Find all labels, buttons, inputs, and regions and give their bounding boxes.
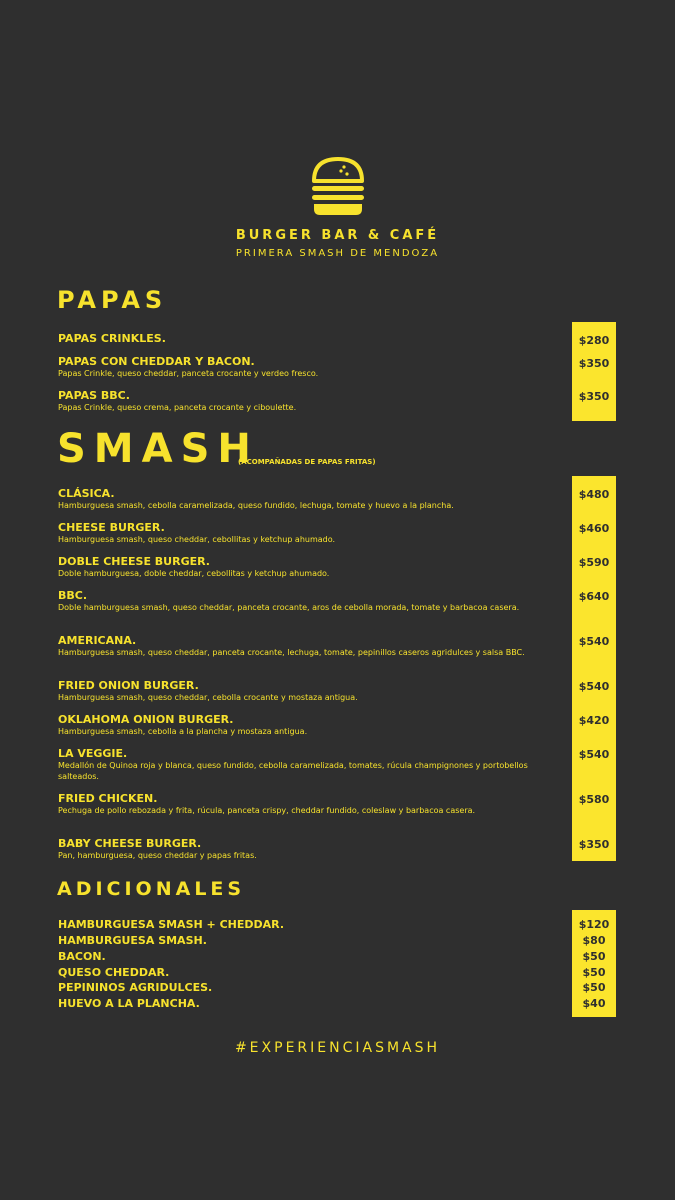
item-description: Medallón de Quinoa roja y blanca, queso fundido, cebolla caramelizada, tomates, rúcula champignones y portobellos salteados.: [58, 761, 528, 781]
item-price: $640: [578, 590, 610, 603]
item-description: Pan, hamburguesa, queso cheddar y papas fritas.: [58, 851, 257, 860]
logo: [0, 155, 675, 221]
item-price: $580: [578, 793, 610, 806]
menu-item: [58, 679, 528, 703]
menu-item: [58, 555, 528, 579]
addon-name: HUEVO A LA PLANCHA.: [58, 997, 200, 1010]
item-price: $350: [578, 357, 610, 370]
brand-name: BURGER BAR & CAFÉ: [235, 228, 440, 243]
footer-hashtag: #EXPERIENCIASMASH: [234, 1040, 441, 1056]
addon-price: $50: [582, 966, 606, 979]
item-price: $590: [578, 556, 610, 569]
addon-name: QUESO CHEDDAR.: [58, 966, 170, 979]
menu-item: [58, 747, 528, 782]
addon-price: $40: [582, 997, 606, 1010]
menu-item: [58, 355, 528, 379]
menu-item: [58, 521, 528, 545]
item-description: Hamburguesa smash, queso cheddar, cebolla crocante y mostaza antigua.: [58, 693, 358, 702]
addon-price: $120: [578, 918, 610, 931]
item-price: $460: [578, 522, 610, 535]
item-description: Papas Crinkle, queso cheddar, panceta crocante y verdeo fresco.: [58, 369, 319, 378]
item-price: $480: [578, 488, 610, 501]
menu-item: [58, 389, 528, 413]
menu-item: [58, 792, 528, 816]
item-description: Hamburguesa smash, cebolla caramelizada, queso fundido, lechuga, tomate y huevo a la plancha.: [58, 501, 454, 510]
item-name: BBC.: [58, 589, 88, 602]
section-title-papas: PAPAS: [57, 286, 168, 314]
menu-item: [58, 332, 528, 345]
item-price: $350: [578, 838, 610, 851]
item-name: LA VEGGIE.: [58, 747, 128, 760]
addon-name: HAMBURGUESA SMASH.: [58, 934, 207, 947]
item-name: FRIED CHICKEN.: [58, 792, 158, 805]
addon-price: $80: [582, 934, 606, 947]
item-name: CLÁSICA.: [58, 487, 115, 500]
item-name: PAPAS CRINKLES.: [58, 332, 166, 345]
brand-tagline: PRIMERA SMASH DE MENDOZA: [235, 248, 440, 259]
item-description: Hamburguesa smash, queso cheddar, panceta crocante, lechuga, tomate, pepinillos caseros agridulces y salsa BBC.: [58, 648, 525, 657]
item-price: $540: [578, 635, 610, 648]
menu-item: [58, 634, 528, 658]
item-name: PAPAS CON CHEDDAR Y BACON.: [58, 355, 255, 368]
item-description: Hamburguesa smash, cebolla a la plancha y mostaza antigua.: [58, 727, 308, 736]
item-name: OKLAHOMA ONION BURGER.: [58, 713, 234, 726]
item-name: DOBLE CHEESE BURGER.: [58, 555, 210, 568]
addon-name: PEPININOS AGRIDULCES.: [58, 981, 213, 994]
item-price: $540: [578, 748, 610, 761]
item-price: $540: [578, 680, 610, 693]
section-title-smash: SMASH: [57, 426, 259, 472]
item-description: Doble hamburguesa smash, queso cheddar, panceta crocante, aros de cebolla morada, tomate y barbacoa casera.: [58, 603, 520, 612]
item-name: PAPAS BBC.: [58, 389, 130, 402]
item-name: FRIED ONION BURGER.: [58, 679, 199, 692]
section-note-smash: (ACOMPAÑADAS DE PAPAS FRITAS): [238, 458, 376, 466]
item-description: Papas Crinkle, queso crema, panceta crocante y ciboulette.: [58, 403, 297, 412]
menu-item: [58, 837, 528, 861]
item-description: Pechuga de pollo rebozada y frita, rúcula, panceta crispy, cheddar fundido, coleslaw y barbacoa casera.: [58, 806, 476, 815]
addon-name: BACON.: [58, 950, 106, 963]
addon-name: HAMBURGUESA SMASH + CHEDDAR.: [58, 918, 284, 931]
item-name: AMERICANA.: [58, 634, 137, 647]
item-price: $280: [578, 334, 610, 347]
item-name: CHEESE BURGER.: [58, 521, 165, 534]
addon-price: $50: [582, 981, 606, 994]
menu-item: [58, 589, 528, 613]
item-description: Hamburguesa smash, queso cheddar, cebollitas y ketchup ahumado.: [58, 535, 336, 544]
menu-item: [58, 713, 528, 737]
menu-item: [58, 487, 528, 511]
addon-price: $50: [582, 950, 606, 963]
item-description: Doble hamburguesa, doble cheddar, cebollitas y ketchup ahumado.: [58, 569, 330, 578]
burger-icon: [308, 155, 368, 217]
item-price: $350: [578, 390, 610, 403]
item-price: $420: [578, 714, 610, 727]
section-title-adicionales: ADICIONALES: [57, 878, 246, 900]
item-name: BABY CHEESE BURGER.: [58, 837, 202, 850]
